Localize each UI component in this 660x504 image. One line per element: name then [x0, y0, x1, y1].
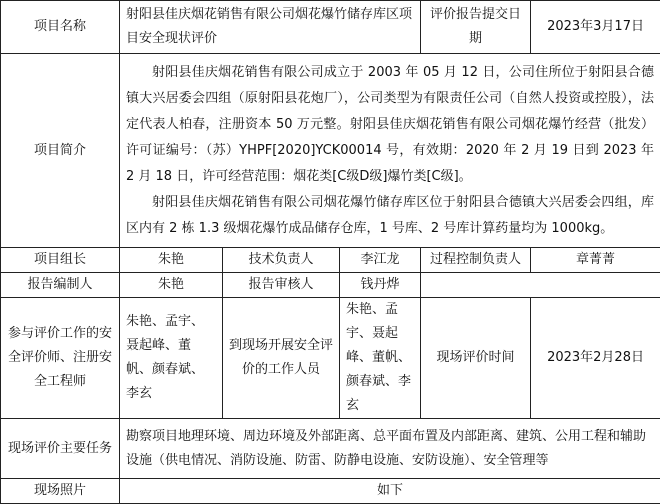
row-evaluators: [1, 298, 660, 419]
intro-paragraph-1: 射阳县佳庆烟花销售有限公司成立于 2003 年 05 月 12 日，公司住所位于射阳县合德镇大兴居委会四组（原射阳县花炮厂），公司类型为有限责任公司（自然人投资或控股），法定代表人柏春，注册资本 50 万元整。射阳县佳庆烟花销售有限公司烟花爆竹经营（批发）许可证编号：（苏）YHPF[2020]YCK00014 号，有效期：2020 年 2 月 19 日到 2023 年 2 月 18 日，许可经营范围：烟花类[C级D级]爆竹类[C级]。: [126, 60, 654, 190]
project-name-label: 项目名称: [1, 1, 120, 54]
evaluators-label: 参与评价工作的安全评价师、注册安全工程师: [1, 298, 120, 419]
row-project-name: [1, 1, 660, 54]
evaluation-time-label: 现场评价时间: [421, 298, 531, 419]
process-control-label: 过程控制负责人: [421, 248, 531, 273]
team-leader-value: 朱艳: [120, 248, 223, 273]
tasks-label: 现场评价主要任务: [1, 419, 120, 479]
row-photos: [1, 479, 660, 504]
row-project-intro: [1, 54, 660, 248]
photos-label: 现场照片: [1, 479, 120, 504]
evaluation-time-value: 2023年2月28日: [531, 298, 660, 419]
photos-value: 如下: [120, 479, 660, 504]
onsite-staff-names: 朱艳、孟宇、聂起峰、董帆、颜春斌、李玄: [340, 298, 421, 419]
empty-cell: [421, 273, 660, 298]
evaluators-names: 朱艳、孟宇、聂起峰、董帆、颜春斌、李玄: [120, 298, 223, 419]
project-intro-label: 项目简介: [1, 54, 120, 248]
process-control-value: 章菁菁: [531, 248, 660, 273]
tech-lead-value: 李江龙: [340, 248, 421, 273]
project-name-value: 射阳县佳庆烟花销售有限公司烟花爆竹储存库区项目安全现状评价: [120, 1, 421, 54]
report-date-label: 评价报告提交日期: [421, 1, 531, 54]
team-leader-label: 项目组长: [1, 248, 120, 273]
report-reviewer-value: 钱丹烨: [340, 273, 421, 298]
intro-paragraph-2: 射阳县佳庆烟花销售有限公司烟花爆竹储存库区位于射阳县合德镇大兴居委会四组，库区内有 2 栋 1.3 级烟花爆竹成品储存仓库，1 号库、2 号库计算药量均为 1000kg。: [126, 190, 654, 242]
onsite-staff-label: 到现场开展安全评价的工作人员: [223, 298, 340, 419]
row-team-leader: [1, 248, 660, 273]
report-author-label: 报告编制人: [1, 273, 120, 298]
report-author-value: 朱艳: [120, 273, 223, 298]
row-report-author: [1, 273, 660, 298]
row-tasks: [1, 419, 660, 479]
project-intro-text: [120, 54, 660, 248]
report-date-value: 2023年3月17日: [531, 1, 660, 54]
tech-lead-label: 技术负责人: [223, 248, 340, 273]
tasks-value: 勘察项目地理环境、周边环境及外部距离、总平面布置及内部距离、建筑、公用工程和辅助设施（供电情况、消防设施、防雷、防静电设施、安防设施）、安全管理等: [120, 419, 660, 479]
report-reviewer-label: 报告审核人: [223, 273, 340, 298]
